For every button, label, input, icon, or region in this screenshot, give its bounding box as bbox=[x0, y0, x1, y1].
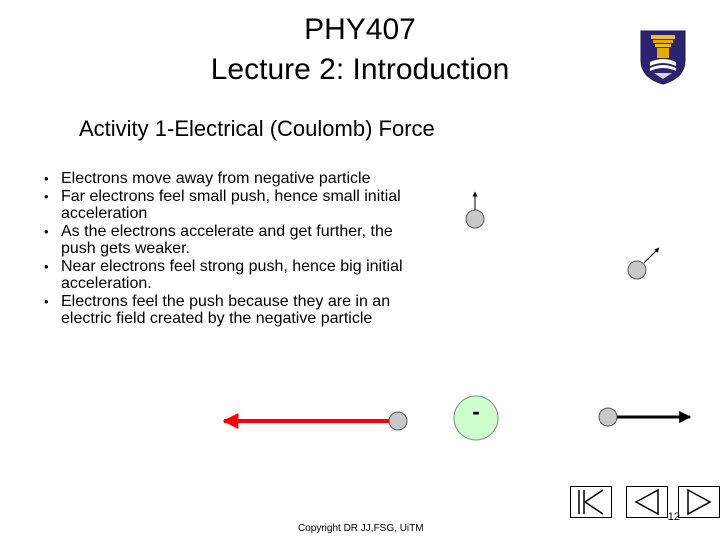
bullet-item: • As the electrons accelerate and get further, the push gets weaker. bbox=[44, 223, 424, 258]
weak-push-arrow-diagonal bbox=[644, 248, 659, 263]
far-electron-top bbox=[466, 210, 484, 228]
course-code: PHY407 bbox=[304, 13, 416, 46]
copyright-text: Copyright DR JJ,FSG, UiTM bbox=[298, 523, 424, 534]
lecture-title: Lecture 2: Introduction bbox=[210, 53, 510, 86]
far-electron-right bbox=[599, 408, 617, 426]
near-electron bbox=[389, 412, 407, 430]
bullet-item: • Electrons feel the push because they are in an electric field created by the negative particle bbox=[44, 293, 424, 328]
bullet-item: • Electrons move away from negative particle bbox=[44, 170, 424, 188]
page-number: 12 bbox=[667, 511, 680, 523]
activity-title: Activity 1-Electrical (Coulomb) Force bbox=[79, 116, 435, 141]
negative-charge-label: - bbox=[472, 399, 480, 424]
next-slide-button[interactable] bbox=[678, 486, 720, 518]
far-electron-diagonal bbox=[628, 261, 646, 279]
bullet-item: • Near electrons feel strong push, hence big initial acceleration. bbox=[44, 258, 424, 293]
first-slide-button[interactable] bbox=[570, 486, 612, 518]
bullet-item: • Far electrons feel small push, hence small initial acceleration bbox=[44, 188, 424, 223]
